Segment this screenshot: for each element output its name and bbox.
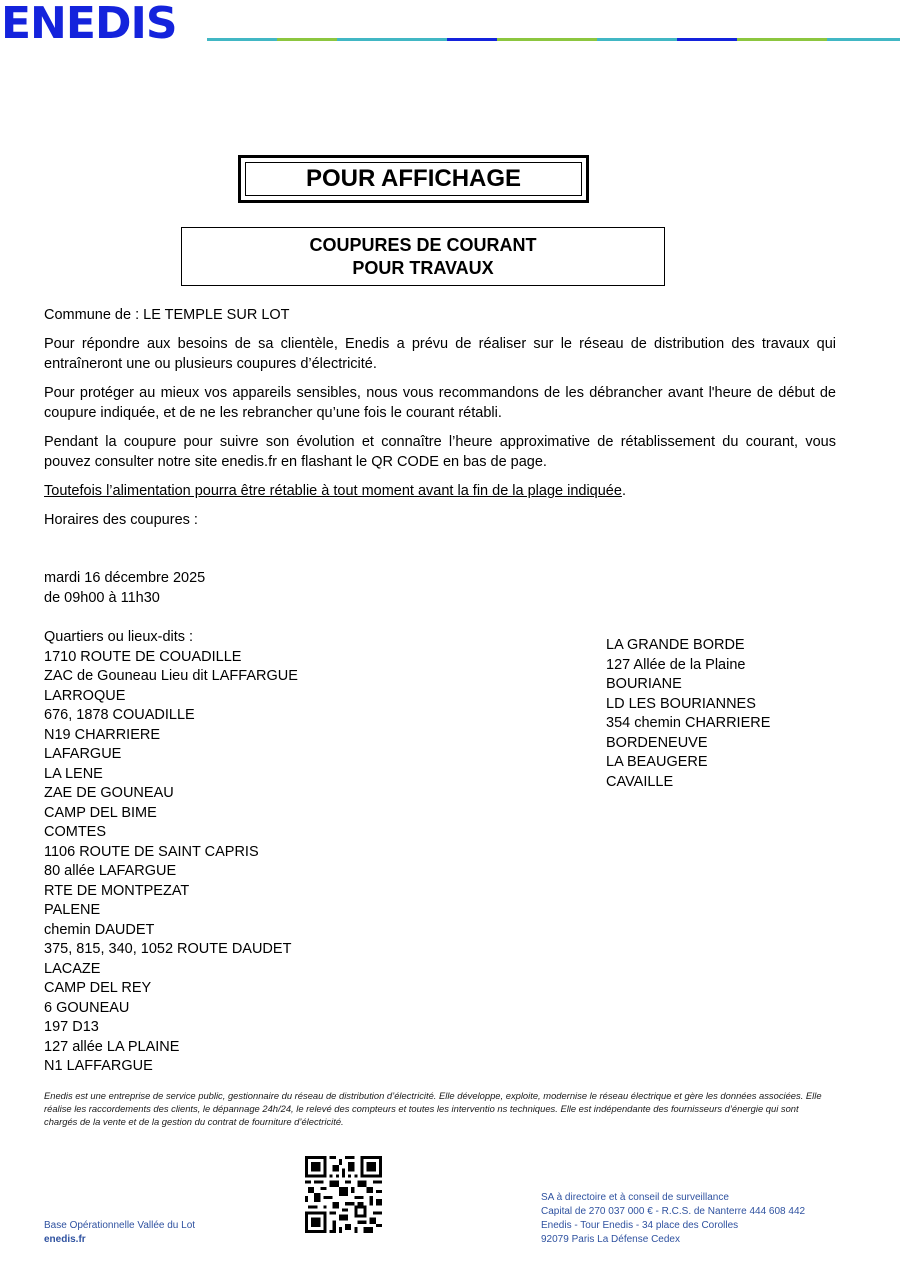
list-item: ZAE DE GOUNEAU <box>44 785 174 801</box>
base-name: Base Opérationnelle Vallée du Lot <box>44 1220 196 1231</box>
list-item: 127 allée LA PLAINE <box>44 1038 180 1055</box>
list-item: LD LES BOURIANNES <box>606 695 756 712</box>
list-item: CAMP DEL REY <box>44 980 152 996</box>
notice-underlined: Toutefois l’alimentation pourra être rétablie à tout moment avant la fin de la plage indiquée <box>44 483 622 499</box>
legal-info <box>541 1191 805 1247</box>
list-item: LAFARGUE <box>44 746 122 762</box>
page-title: POUR AFFICHAGE <box>245 162 582 196</box>
list-item: ZAC de Gouneau Lieu dit LAFFARGUE <box>44 668 298 684</box>
list-item: CAVAILLE <box>606 773 674 790</box>
list-item: 676, 1878 COUADILLE <box>44 707 195 723</box>
list-item: 1710 ROUTE DE COUADILLE <box>44 648 242 665</box>
subtitle-box <box>181 227 665 286</box>
brand-stripe <box>207 38 900 41</box>
list-item: PALENE <box>44 902 101 918</box>
subtitle-line-2: POUR TRAVAUX <box>352 257 494 278</box>
legal-line: Capital de 270 037 000 € - R.C.S. de Nanterre 444 608 442 <box>541 1206 806 1217</box>
list-item: RTE DE MONTPEZAT <box>44 882 190 899</box>
schedule-date: mardi 16 décembre 2025 <box>44 570 206 586</box>
legal-line: SA à directoire et à conseil de surveillance <box>541 1192 729 1203</box>
paragraph-3: Pendant la coupure pour suivre son évolution et connaître l’heure approximative de rétablissement du courant, vous pouvez consulter notre site enedis.fr en flashant le QR CODE en bas de page. <box>44 434 836 470</box>
paragraph-1: Pour répondre aux besoins de sa clientèle, Enedis a prévu de réaliser sur le réseau de distribution des travaux qui entraîneront une ou plusieurs coupures d’électricité. <box>44 336 836 372</box>
list-item: 6 GOUNEAU <box>44 999 130 1016</box>
svg-text:ENEDIS: ENEDIS <box>1 2 177 44</box>
list-item: 197 D13 <box>44 1019 99 1035</box>
list-item: BORDENEUVE <box>606 734 708 751</box>
schedule-time: de 09h00 à 11h30 <box>44 590 160 606</box>
list-item: chemin DAUDET <box>44 921 155 938</box>
list-item: 80 allée LAFARGUE <box>44 863 177 879</box>
base-info <box>44 1219 195 1247</box>
subtitle-line-1: COUPURES DE COURANT <box>309 234 537 255</box>
title-box <box>238 155 589 203</box>
list-item: 127 Allée de la Plaine <box>606 656 746 673</box>
places-label: Quartiers ou lieux-dits : <box>44 629 194 645</box>
legal-line: Enedis - Tour Enedis - 34 place des Corolles <box>541 1220 739 1231</box>
list-item: 354 chemin CHARRIERE <box>606 715 771 731</box>
notice-period: . <box>621 483 626 499</box>
paragraph-4 <box>44 482 836 502</box>
list-item: LACAZE <box>44 960 101 977</box>
list-item: LA BEAUGERE <box>606 754 708 770</box>
list-item: LA LENE <box>44 765 103 782</box>
legal-line: 92079 Paris La Défense Cedex <box>541 1234 680 1245</box>
qr-code-icon <box>305 1156 382 1233</box>
schedule-label: Horaires des coupures : <box>44 512 198 528</box>
list-item: COMTES <box>44 824 107 840</box>
commune: Commune de : LE TEMPLE SUR LOT <box>44 307 290 323</box>
enedis-logo <box>0 2 205 44</box>
places-list-left <box>44 628 298 1077</box>
list-item: 375, 815, 340, 1052 ROUTE DAUDET <box>44 941 292 957</box>
list-item: LARROQUE <box>44 687 126 704</box>
website-link[interactable]: enedis.fr <box>44 1234 86 1245</box>
list-item: CAMP DEL BIME <box>44 804 157 821</box>
list-item: BOURIANE <box>606 676 682 692</box>
list-item: 1106 ROUTE DE SAINT CAPRIS <box>44 843 259 860</box>
list-item: LA GRANDE BORDE <box>606 637 745 653</box>
places-list-right <box>606 636 770 792</box>
list-item: N1 LAFFARGUE <box>44 1058 153 1074</box>
footer-note: Enedis est une entreprise de service public, gestionnaire du réseau de distribution d’électricité. Elle développe, exploite, modernise le réseau électrique et gère les données associées. Elle réalise les raccordements des clients, le dépannage 24h/24, le relevé des compteurs et toutes les interventio ns techniques. Elle est indépendante des fournisseurs d’énergie qui sont chargés de la vente et de la gestion du contrat de fourniture d’électricité. <box>44 1090 822 1127</box>
paragraph-2: Pour protéger au mieux vos appareils sensibles, nous vous recommandons de les débrancher avant l'heure de début de coupure indiquée, et de ne les rebrancher qu’une fois le courant rétabli. <box>44 385 836 421</box>
list-item: N19 CHARRIERE <box>44 726 161 743</box>
